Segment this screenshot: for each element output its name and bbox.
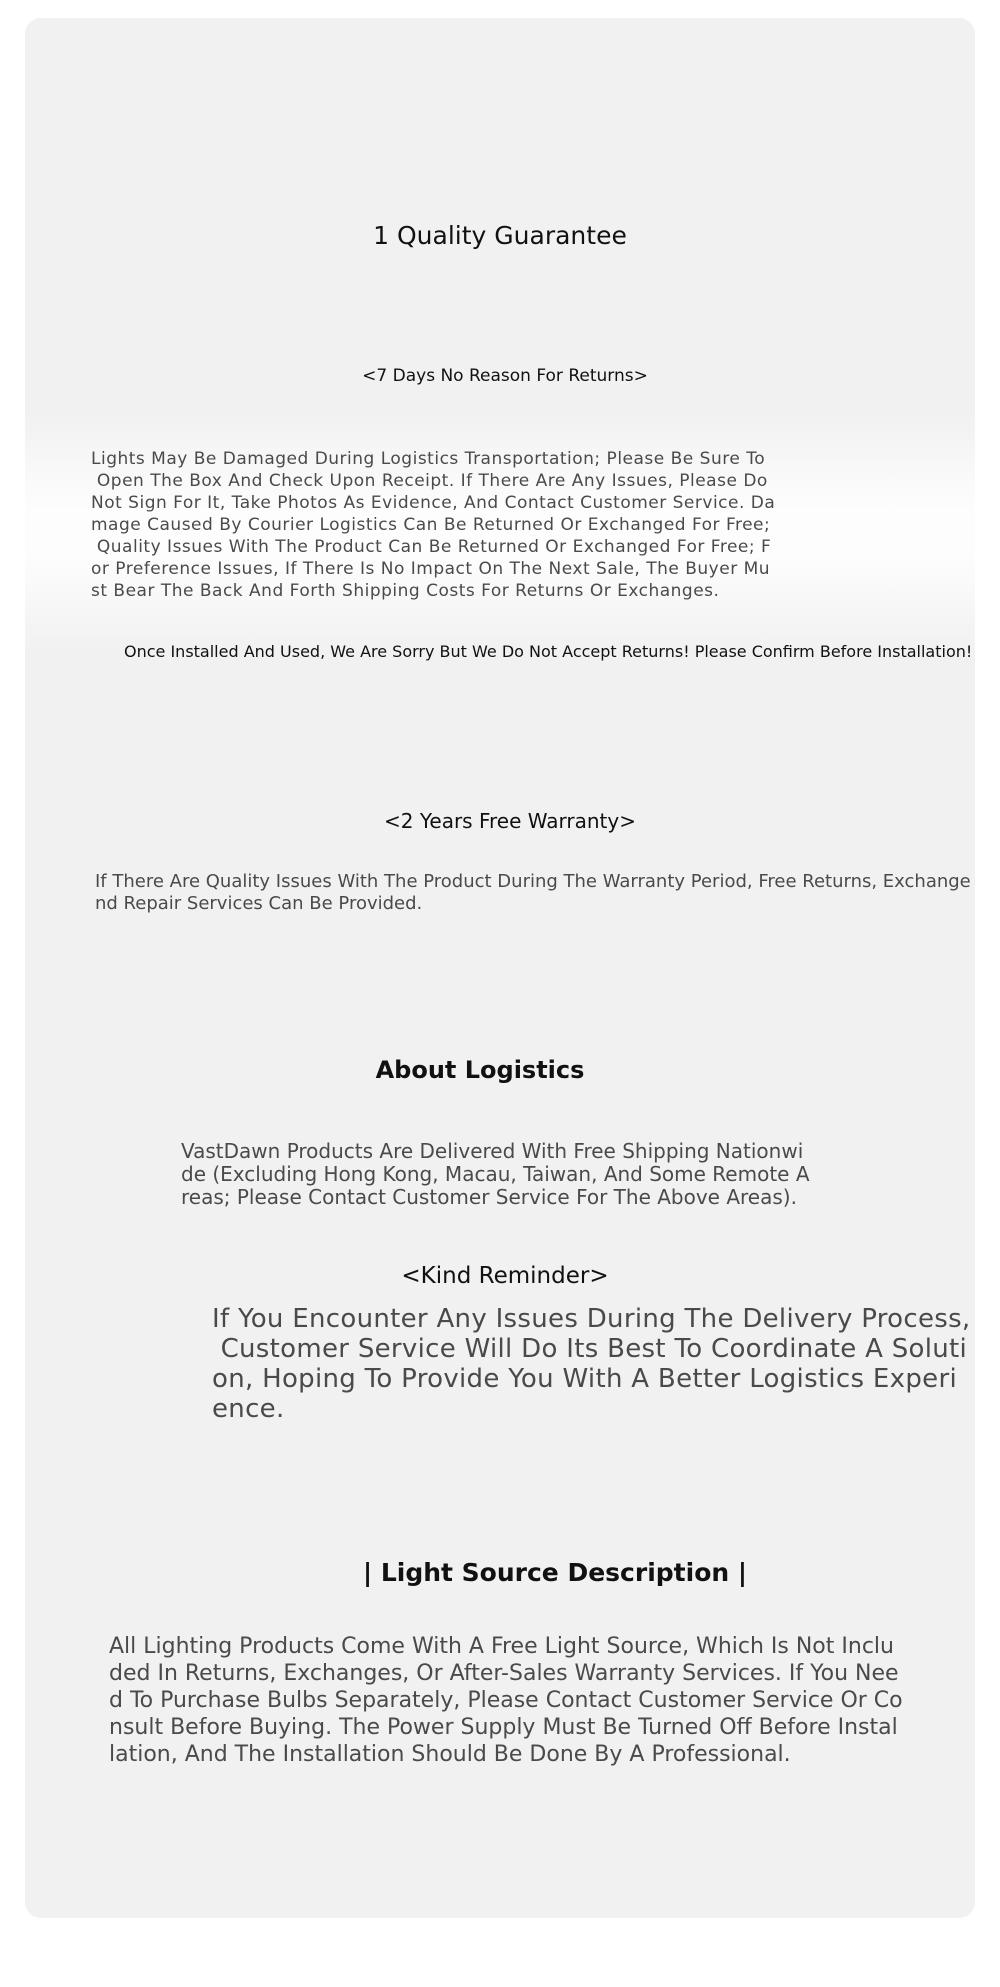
- kind-reminder-text: If You Encounter Any Issues During The Delivery Process, Customer Service Will Do Its Best To Coordinate A Soluti on, Hoping To Provide You With A Better Logistics Experi ence.: [212, 1304, 971, 1424]
- info-card: [25, 18, 975, 1918]
- returns-heading: <7 Days No Reason For Returns>: [362, 366, 648, 386]
- returns-text: Lights May Be Damaged During Logistics Transportation; Please Be Sure To Open The Box And Check Upon Receipt. If There Are Any Issues, Please Do Not Sign For It, Take Photos As Evidence, And Contact Customer Service. Da mage Caused By Courier Logistics Can Be Returned Or Exchanged For Free; Quality Issues With The Product Can Be Returned Or Exchanged For Free; F or Preference Issues, If There Is No Impact On The Next Sale, The Buyer Mu st Bear The Back And Forth Shipping Costs For Returns Or Exchanges.: [91, 449, 776, 601]
- logistics-text: VastDawn Products Are Delivered With Free Shipping Nationwi de (Excluding Hong Kong, Macau, Taiwan, And Some Remote A reas; Please Contact Customer Service For The Above Areas).: [181, 1139, 810, 1209]
- warranty-text: If There Are Quality Issues With The Product During The Warranty Period, Free Returns, Exchange nd Repair Services Can Be Provided.: [95, 871, 971, 914]
- logistics-heading: About Logistics: [375, 1056, 585, 1084]
- warranty-heading: <2 Years Free Warranty>: [384, 809, 636, 833]
- quality-guarantee-heading: 1 Quality Guarantee: [373, 221, 627, 250]
- light-source-text: All Lighting Products Come With A Free Light Source, Which Is Not Inclu ded In Returns, Exchanges, Or After-Sales Warranty Services. If You Nee d To Purchase Bulbs Separately, Please Contact Customer Service Or Co nsult Before Buying. The Power Supply Must Be Turned Off Before Instal lation, And The Installation Should Be Done By A Professional.: [109, 1634, 903, 1767]
- light-source-heading: | Light Source Description |: [363, 1558, 747, 1587]
- install-notice: Once Installed And Used, We Are Sorry But We Do Not Accept Returns! Please Confirm Before Installation!: [124, 642, 973, 661]
- kind-reminder-heading: <Kind Reminder>: [401, 1263, 609, 1289]
